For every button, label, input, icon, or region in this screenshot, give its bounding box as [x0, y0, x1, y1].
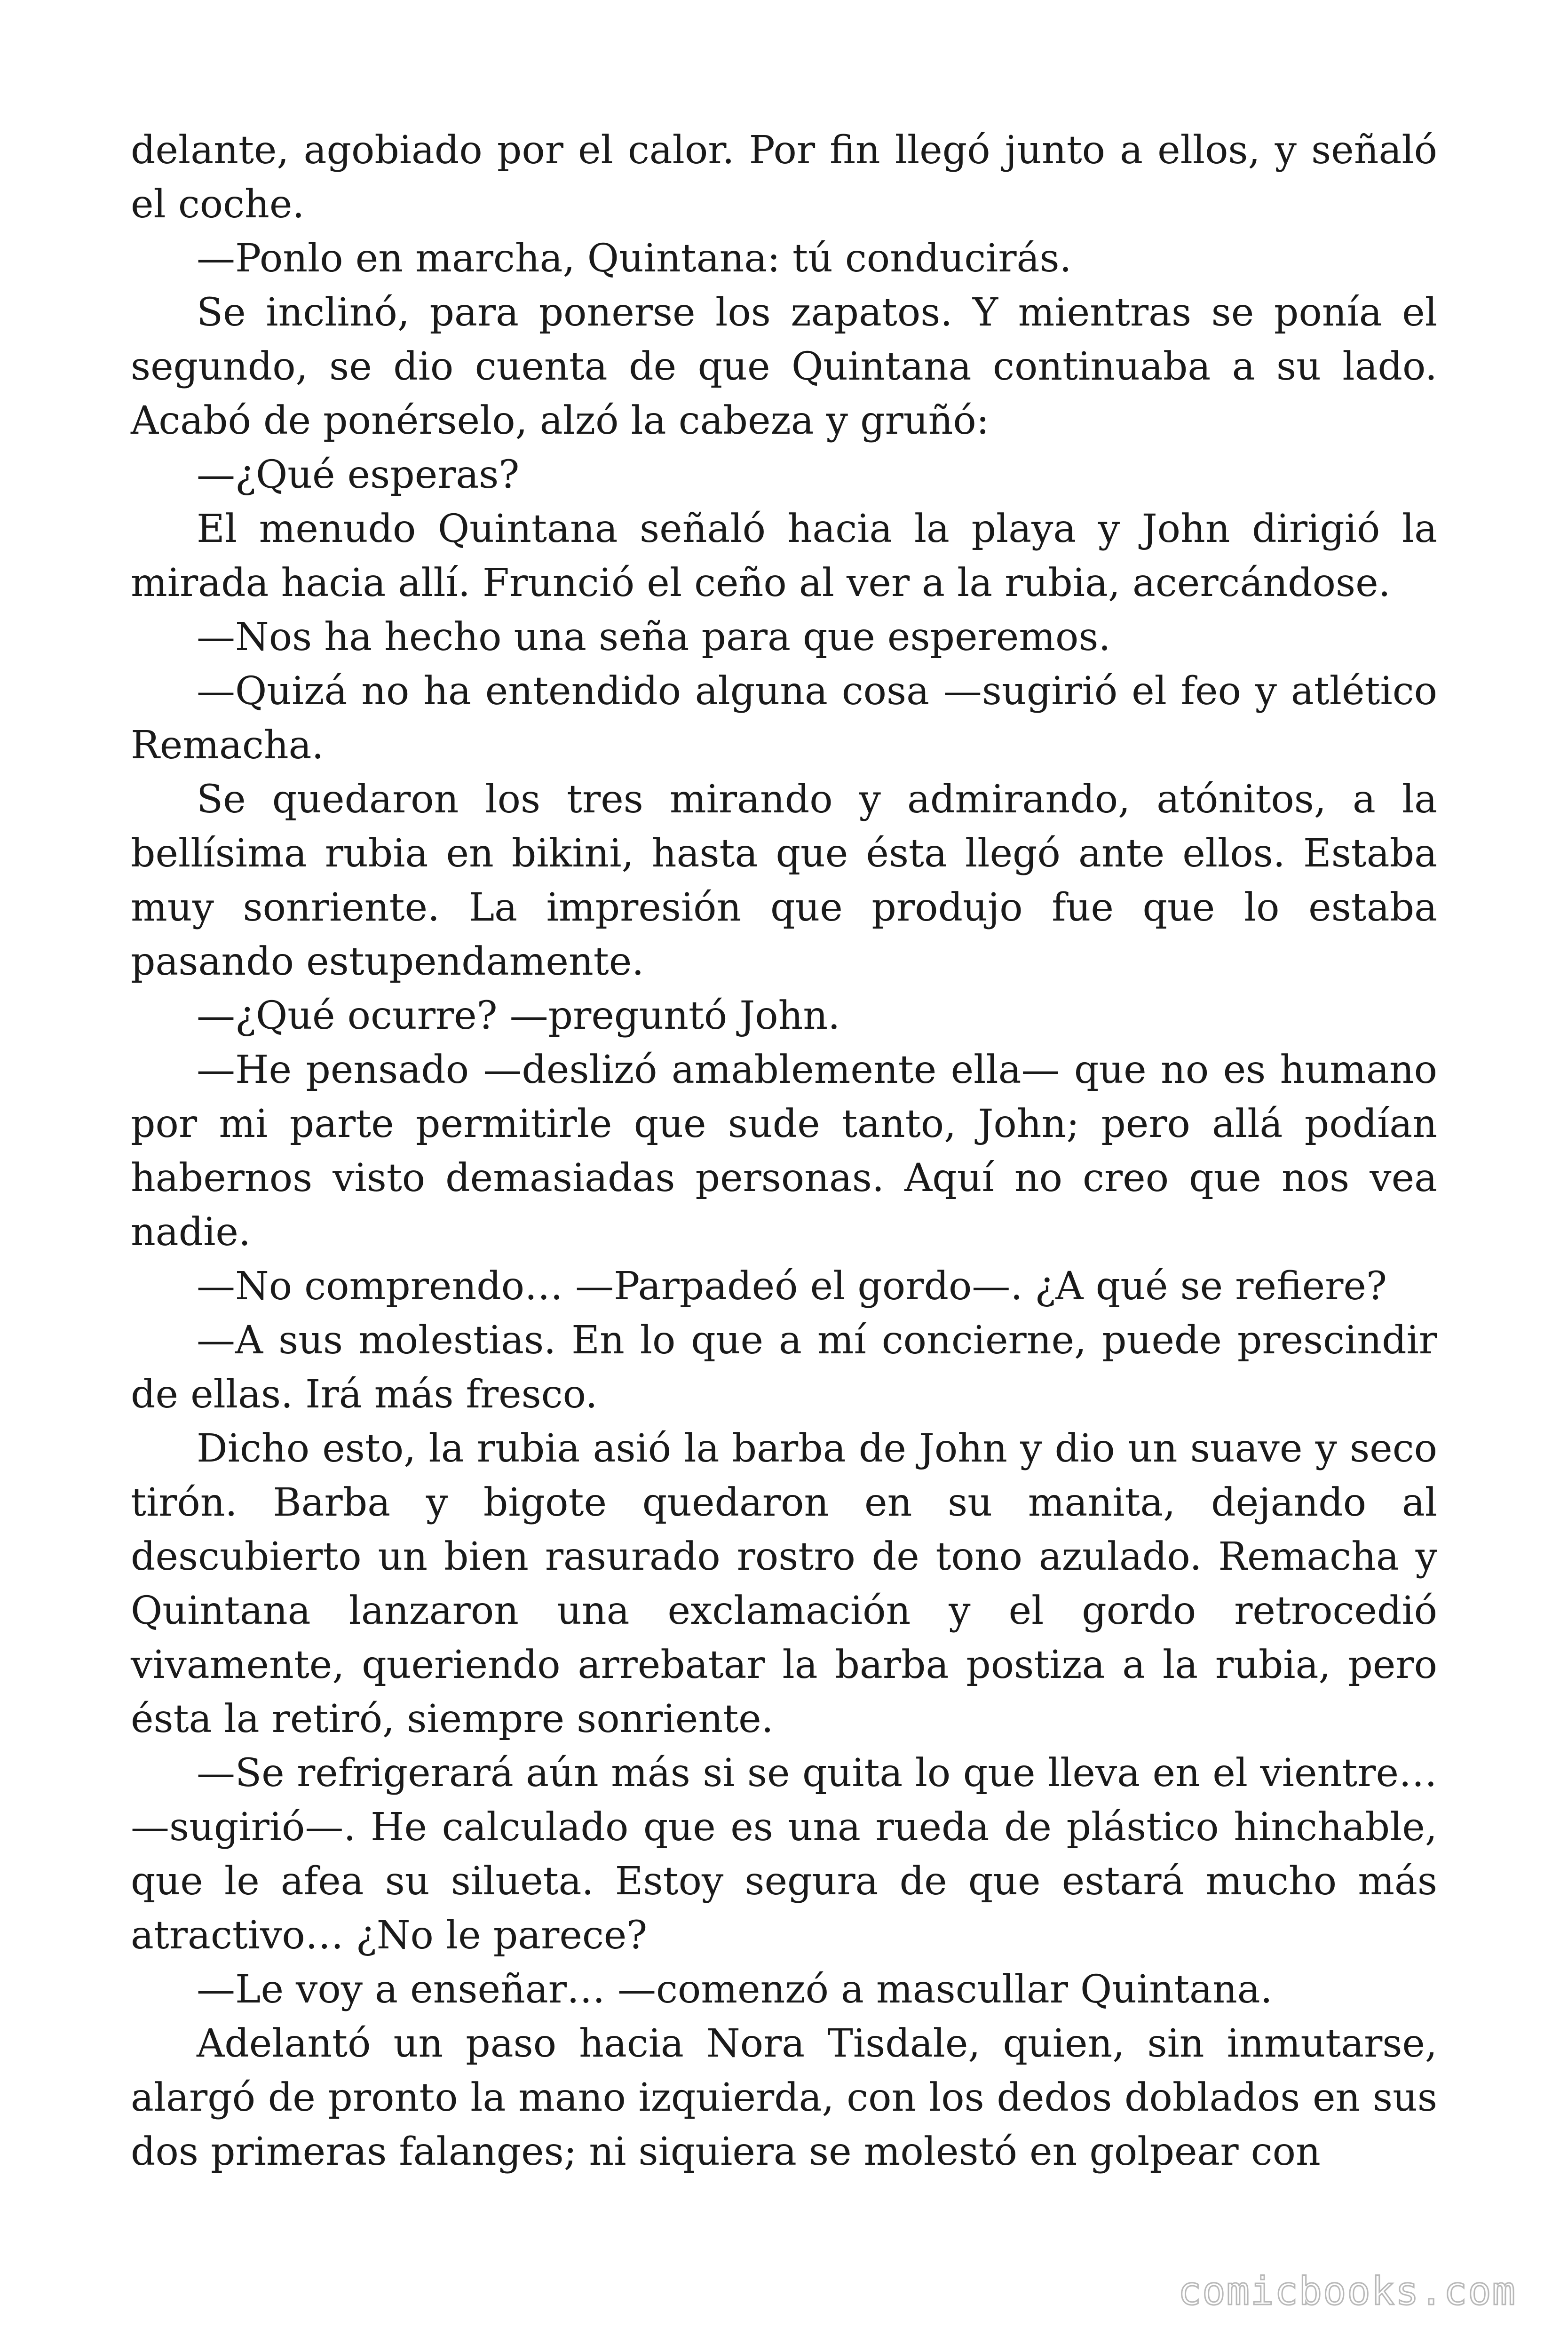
paragraph: Dicho esto, la rubia asió la barba de John y dio un suave y seco tirón. Barba y bigote quedaron en su manita, dejando al descubierto un bien rasurado rostro de tono azulado. Remacha y Quintana lanzaron una exclamación y el gordo retrocedió vivamente, queriendo arrebatar la barba postiza a la rubia, pero ésta la retiró, siempre sonriente. [131, 1426, 1437, 1741]
body-text [131, 123, 1437, 2179]
paragraph: —Se refrigerará aún más si se quita lo que lleva en el vientre… —sugirió—. He calculado que es una rueda de plástico hinchable, que le afea su silueta. Estoy segura de que estará mucho más atractivo… ¿No le parece? [131, 1751, 1437, 1958]
watermark: comicbooks.com [1178, 2269, 1516, 2314]
paragraph: —Quizá no ha entendido alguna cosa —sugirió el feo y atlético Remacha. [131, 669, 1437, 768]
paragraph: —¿Qué ocurre? —preguntó John. [197, 993, 840, 1038]
paragraph: —Nos ha hecho una seña para que esperemos. [197, 615, 1111, 660]
paragraph: —¿Qué esperas? [197, 453, 520, 497]
paragraph: —Ponlo en marcha, Quintana: tú conducirás. [197, 236, 1072, 281]
paragraph: —A sus molestias. En lo que a mí concierne, puede prescindir de ellas. Irá más fresco. [131, 1318, 1437, 1417]
paragraph: Se inclinó, para ponerse los zapatos. Y mientras se ponía el segundo, se dio cuenta de que Quintana continuaba a su lado. Acabó de ponérselo, alzó la cabeza y gruñó: [131, 290, 1437, 443]
paragraph: El menudo Quintana señaló hacia la playa y John dirigió la mirada hacia allí. Frunció el ceño al ver a la rubia, acercándose. [131, 507, 1437, 605]
paragraph: delante, agobiado por el calor. Por fin llegó junto a ellos, y señaló el coche. [131, 128, 1437, 227]
paragraph: Adelantó un paso hacia Nora Tisdale, quien, sin inmutarse, alargó de pronto la mano izquierda, con los dedos doblados en sus dos primeras falanges; ni siquiera se molestó en golpear con [131, 2021, 1437, 2174]
paragraph: Se quedaron los tres mirando y admirando, atónitos, a la bellísima rubia en bikini, hasta que ésta llegó ante ellos. Estaba muy sonriente. La impresión que produjo fue que lo estaba pasando estupendamente. [131, 777, 1437, 984]
paragraph: —Le voy a enseñar… —comenzó a mascullar Quintana. [197, 1967, 1273, 2012]
paragraph: —He pensado —deslizó amablemente ella— que no es humano por mi parte permitirle que sude tanto, John; pero allá podían habernos visto demasiadas personas. Aquí no creo que nos vea nadie. [131, 1048, 1437, 1255]
paragraph: —No comprendo… —Parpadeó el gordo—. ¿A qué se refiere? [197, 1264, 1387, 1309]
